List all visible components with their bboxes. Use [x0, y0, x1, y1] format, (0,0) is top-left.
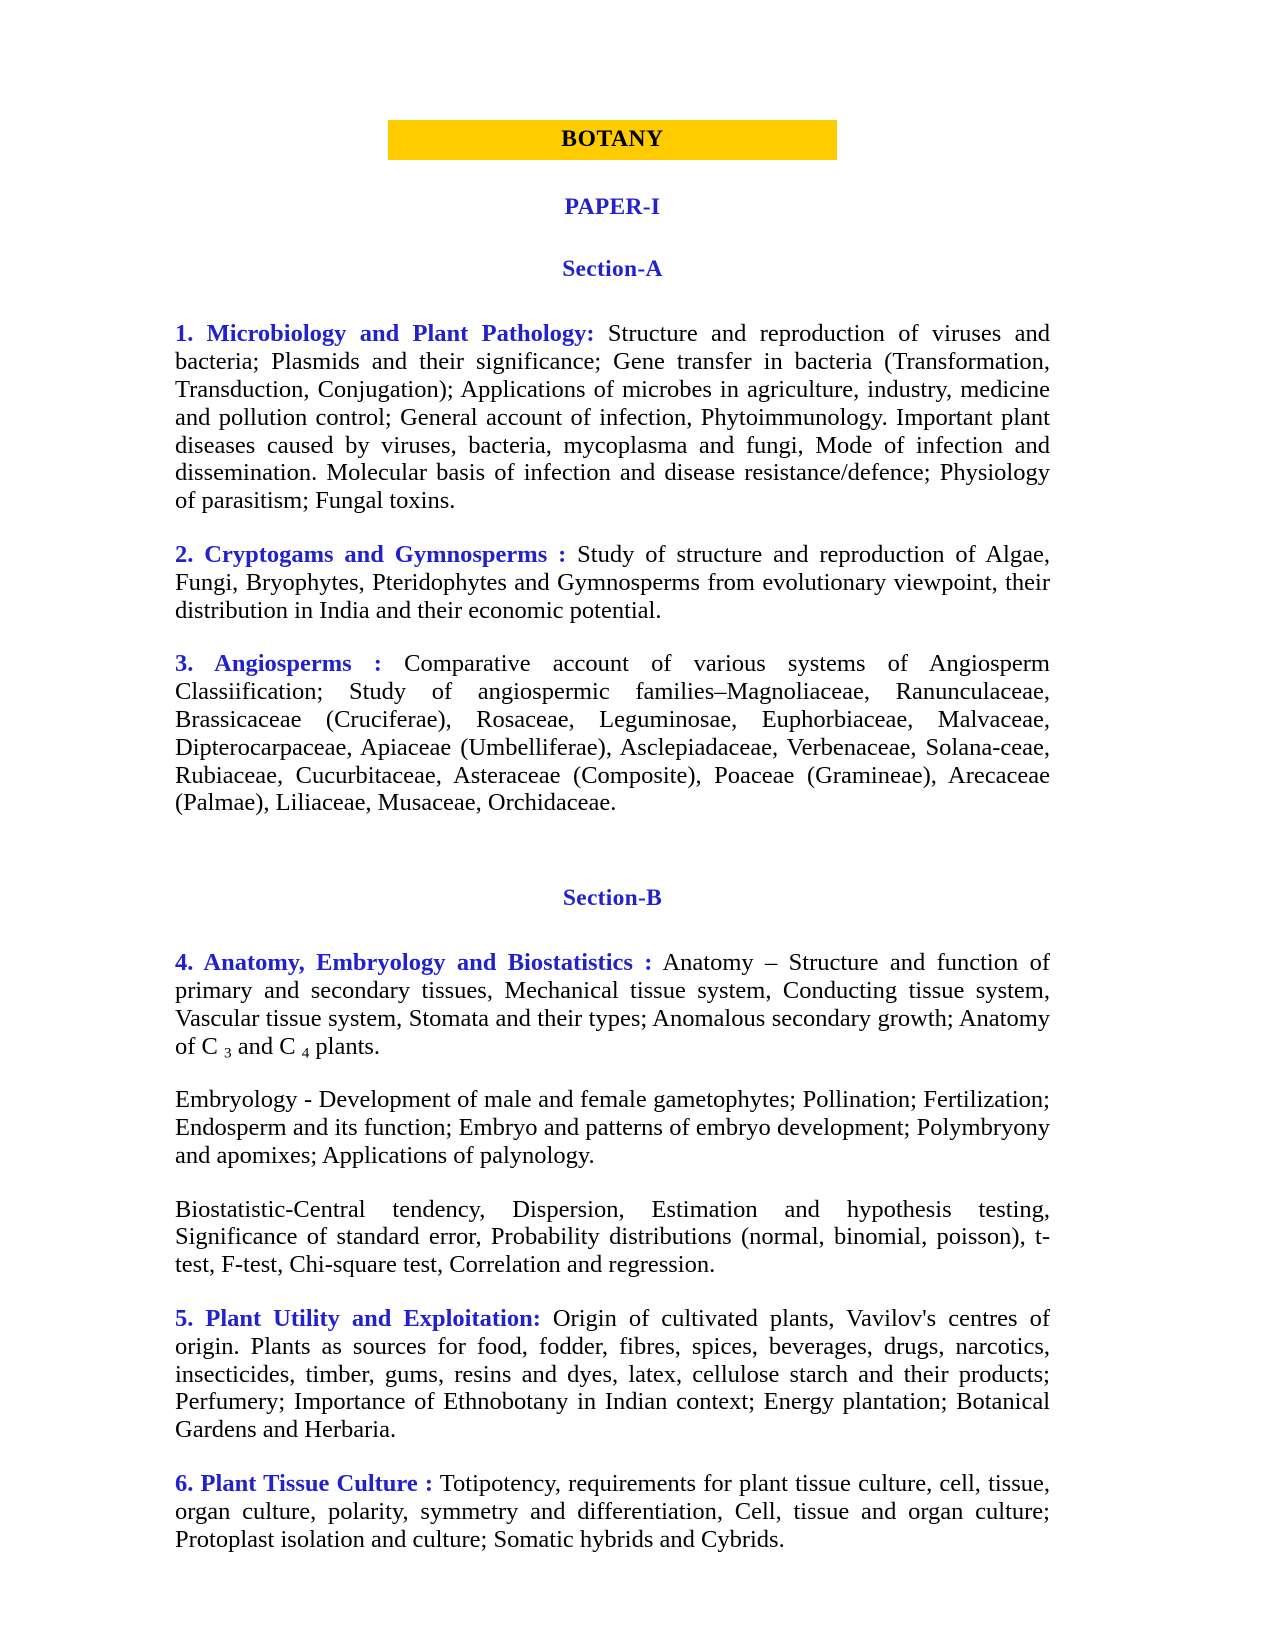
syllabus-item-4-body-part3: plants. — [309, 1032, 381, 1060]
syllabus-item-3-heading: 3. Angiosperms : — [175, 650, 382, 678]
c3-subscript: 3 — [224, 1043, 232, 1061]
syllabus-item-6-body: Totipotency, requirements for plant tissue culture, cell, tissue, organ culture, polarity, symmetry and differentiation, Cell, tissue and organ culture; Protoplast isolation and culture; Somatic hybrids and Cybrids. — [175, 1470, 1050, 1553]
document-title-block — [175, 120, 1050, 160]
syllabus-item-3-body: Comparative account of various systems of Angiosperm Classiification; Study of angiospermic families–Magnoliaceae, Ranunculaceae, Brassicaceae (Cruciferae), Rosaceae, Leguminosae, Euphorbiaceae, Malvaceae, Dipterocarpaceae, Apiaceae (Umbelliferae), Asclepiadaceae, Verbenaceae, Solana-ceae, Rubiaceae, Cucurbitaceae, Asteraceae (Composite), Poaceae (Gramineae), Arecaceae (Palmae), Liliaceae, Musaceae, Orchidaceae. — [175, 650, 1050, 817]
syllabus-item-5-heading: 5. Plant Utility and Exploitation: — [175, 1305, 541, 1333]
syllabus-item-4-heading: 4. Anatomy, Embryology and Biostatistics : — [175, 949, 653, 977]
section-a-heading: Section-A — [562, 256, 663, 283]
syllabus-item-3 — [175, 650, 1050, 817]
syllabus-item-2-heading: 2. Cryptogams and Gymnosperms : — [175, 540, 567, 568]
section-b-heading: Section-B — [562, 885, 663, 912]
c4-subscript: 4 — [301, 1043, 310, 1061]
syllabus-item-5 — [175, 1305, 1050, 1444]
syllabus-item-6 — [175, 1470, 1050, 1553]
syllabus-item-1 — [175, 320, 1050, 515]
syllabus-item-4-body-part1: Anatomy – Structure and function of primary and secondary tissues, Mechanical tissue system, Conducting tissue system, Vascular tissue system, Stomata and their types; Anomalous secondary growth; Anatomy of C — [175, 949, 1050, 1060]
syllabus-item-6-heading: 6. Plant Tissue Culture : — [175, 1470, 434, 1498]
syllabus-item-4 — [175, 949, 1050, 1060]
biostatistic-paragraph: Biostatistic-Central tendency, Dispersion, Estimation and hypothesis testing, Significance of standard error, Probability distributions (normal, binomial, poisson), t-test, F-test, Chi-square test, Correlation and regression. — [175, 1195, 1050, 1279]
page-title: BOTANY — [388, 120, 837, 160]
syllabus-item-1-body: Structure and reproduction of viruses and bacteria; Plasmids and their significance; Gene transfer in bacteria (Transformation, Transduction, Conjugation); Applications of microbes in agriculture, industry, medicine and pollution control; General account of infection, Phytoimmunology. Important plant diseases caused by viruses, bacteria, mycoplasma and fungi, Mode of infection and dissemination. Molecular basis of infection and disease resistance/defence; Physiology of parasitism; Fungal toxins. — [175, 320, 1050, 515]
syllabus-item-2-body: Study of structure and reproduction of Algae, Fungi, Bryophytes, Pteridophytes and Gymnosperms from evolutionary viewpoint, their distribution in India and their economic potential. — [175, 540, 1050, 624]
syllabus-item-4-body-part2: and C — [231, 1032, 302, 1060]
paper-heading: PAPER-I — [564, 194, 661, 221]
embryology-paragraph: Embryology - Development of male and female gametophytes; Pollination; Fertilization; Endosperm and its function; Embryo and patterns of embryo development; Polymbryony and apomixes; Applications of palynology. — [175, 1086, 1050, 1169]
syllabus-item-2 — [175, 541, 1050, 624]
syllabus-item-5-body: Origin of cultivated plants, Vavilov's centres of origin. Plants as sources for food, fodder, fibres, spices, beverages, drugs, narcotics, insecticides, timber, gums, resins and dyes, latex, cellulose starch and their products; Perfumery; Importance of Ethnobotany in Indian context; Energy plantation; Botanical Gardens and Herbaria. — [175, 1305, 1050, 1444]
syllabus-item-1-heading: 1. Microbiology and Plant Pathology: — [175, 320, 595, 348]
